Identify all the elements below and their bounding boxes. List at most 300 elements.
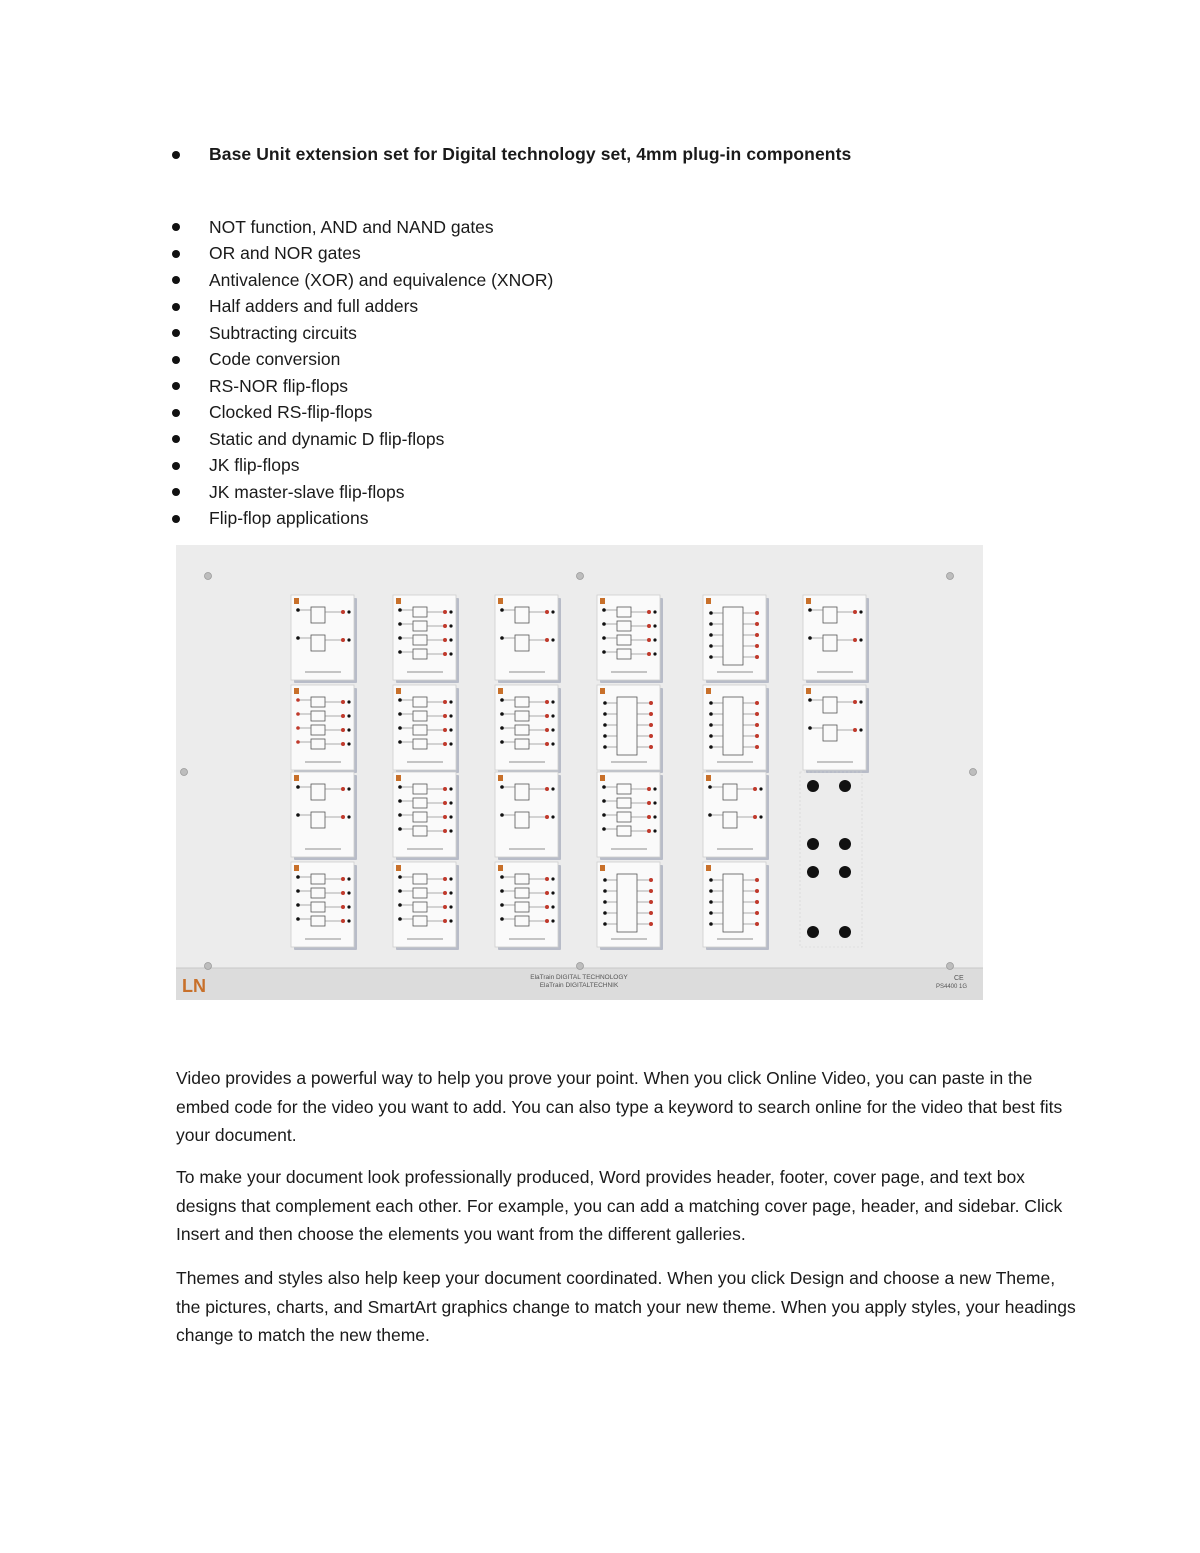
jack	[347, 714, 350, 717]
list-item	[172, 347, 553, 374]
screw-icon	[577, 963, 584, 970]
jack	[653, 652, 656, 655]
list-item	[172, 267, 553, 294]
jack	[347, 728, 350, 731]
jack	[551, 700, 554, 703]
module-label-strip	[717, 671, 753, 673]
screw-icon	[577, 573, 584, 580]
bullet-icon	[172, 409, 180, 417]
jack	[398, 917, 402, 921]
bullet-icon	[172, 515, 180, 523]
jack	[755, 745, 759, 749]
bullet-icon	[172, 329, 180, 337]
jack	[347, 891, 350, 894]
module-card	[393, 685, 459, 773]
bullet-icon	[172, 250, 180, 258]
jack	[545, 891, 549, 895]
module-face	[703, 862, 766, 947]
feature-list	[172, 214, 553, 532]
jack	[647, 829, 651, 833]
module-label-strip	[305, 671, 341, 673]
jack	[443, 742, 447, 746]
list-item	[172, 373, 553, 400]
module-card	[393, 862, 459, 950]
module-face	[393, 862, 456, 947]
jack	[443, 787, 447, 791]
jack	[753, 787, 757, 791]
screw-icon	[947, 573, 954, 580]
body-paragraph-themes: Themes and styles also help keep your document coordinated. When you click Design and choose a new Theme, the pictures, charts, and SmartArt graphics change to match your new theme. When you apply styles, your headings change to match the new theme.	[176, 1268, 1076, 1345]
model-number: PS4400 1G	[936, 984, 968, 990]
list-item	[172, 294, 553, 321]
jack	[347, 742, 350, 745]
jack	[443, 829, 447, 833]
jack	[859, 638, 862, 641]
jack	[545, 919, 549, 923]
jack	[398, 827, 402, 831]
jack	[398, 622, 402, 626]
jack	[449, 919, 452, 922]
module-face	[803, 685, 866, 770]
module-label-strip	[509, 761, 545, 763]
socket-hole	[839, 838, 851, 850]
jack	[649, 900, 653, 904]
jack	[443, 728, 447, 732]
jack	[443, 714, 447, 718]
jack	[647, 652, 651, 656]
module-logo-mark	[498, 598, 503, 604]
jack	[347, 638, 350, 641]
jack	[398, 726, 402, 730]
module-face	[597, 685, 660, 770]
module-card	[803, 595, 869, 683]
jack	[449, 801, 452, 804]
jack	[602, 827, 606, 831]
jack	[449, 815, 452, 818]
jack	[755, 712, 759, 716]
jack	[709, 655, 713, 659]
jack	[755, 900, 759, 904]
module-card	[703, 772, 769, 860]
jack	[449, 714, 452, 717]
jack	[545, 877, 549, 881]
digital-technology-board-photo	[176, 545, 983, 1000]
module-card	[393, 595, 459, 683]
jack	[649, 889, 653, 893]
jack	[859, 700, 862, 703]
jack	[296, 712, 300, 716]
jack	[755, 878, 759, 882]
module-label-strip	[407, 848, 443, 850]
jack	[500, 726, 504, 730]
bullet-icon	[172, 303, 180, 311]
jack	[398, 889, 402, 893]
jack	[708, 813, 712, 817]
jack	[653, 610, 656, 613]
jack	[859, 610, 862, 613]
jack	[649, 723, 653, 727]
jack	[603, 900, 607, 904]
jack	[808, 698, 812, 702]
footer-label-line1: ElaTrain DIGITAL TECHNOLOGY	[530, 974, 628, 981]
jack	[653, 815, 656, 818]
list-item-text: Subtracting circuits	[209, 322, 357, 343]
jack	[545, 610, 549, 614]
list-item-text: Flip-flop applications	[209, 508, 369, 529]
list-item	[172, 453, 553, 480]
module-face	[495, 862, 558, 947]
jack	[551, 891, 554, 894]
jack	[603, 734, 607, 738]
heading-bullet-item	[172, 144, 851, 165]
jack	[347, 905, 350, 908]
jack	[649, 922, 653, 926]
jack	[551, 714, 554, 717]
jack	[545, 728, 549, 732]
module-card	[703, 862, 769, 950]
module-face	[803, 595, 866, 680]
module-card	[495, 685, 561, 773]
module-face	[393, 772, 456, 857]
jack	[653, 787, 656, 790]
jack	[296, 636, 300, 640]
module-face	[495, 595, 558, 680]
jack	[603, 889, 607, 893]
jack	[603, 922, 607, 926]
list-item-text: Static and dynamic D flip-flops	[209, 428, 445, 449]
jack	[341, 905, 345, 909]
list-item	[172, 506, 553, 533]
jack	[443, 801, 447, 805]
jack	[398, 650, 402, 654]
module-card	[291, 595, 357, 683]
jack	[755, 889, 759, 893]
module-label-strip	[407, 761, 443, 763]
screw-icon	[947, 963, 954, 970]
module-card	[703, 685, 769, 773]
module-logo-mark	[600, 775, 605, 781]
jack	[709, 922, 713, 926]
jack	[443, 700, 447, 704]
board-logo: LN	[182, 976, 206, 996]
jack	[647, 638, 651, 642]
jack	[341, 919, 345, 923]
socket-hole	[839, 866, 851, 878]
bullet-icon	[172, 356, 180, 364]
jack	[398, 813, 402, 817]
jack	[449, 610, 452, 613]
module-face	[495, 685, 558, 770]
jack	[443, 815, 447, 819]
module-face	[597, 862, 660, 947]
screw-icon	[205, 573, 212, 580]
jack	[755, 655, 759, 659]
jack	[443, 891, 447, 895]
module-face	[291, 685, 354, 770]
jack	[545, 742, 549, 746]
jack	[653, 829, 656, 832]
module-logo-mark	[706, 688, 711, 694]
module-logo-mark	[600, 688, 605, 694]
jack	[808, 608, 812, 612]
product-heading: Base Unit extension set for Digital technology set, 4mm plug-in components	[209, 144, 852, 164]
jack	[449, 877, 452, 880]
module-card	[291, 772, 357, 860]
module-face	[703, 772, 766, 857]
jack	[709, 611, 713, 615]
list-item-text: JK flip-flops	[209, 455, 300, 476]
jack	[755, 911, 759, 915]
jack	[647, 610, 651, 614]
jack	[649, 701, 653, 705]
jack	[500, 875, 504, 879]
jack	[653, 638, 656, 641]
jack	[602, 799, 606, 803]
jack	[347, 877, 350, 880]
jack	[347, 919, 350, 922]
jack	[296, 785, 300, 789]
jack	[449, 829, 452, 832]
jack	[649, 712, 653, 716]
jack	[602, 813, 606, 817]
jack	[449, 638, 452, 641]
list-item-text: Antivalence (XOR) and equivalence (XNOR)	[209, 269, 554, 290]
jack	[853, 638, 857, 642]
jack	[500, 712, 504, 716]
jack	[341, 610, 345, 614]
jack	[647, 787, 651, 791]
body-paragraph-design: To make your document look professionally produced, Word provides header, footer, cover page, and text box designs that complement each other. For example, you can add a matching cover page, header, and sidebar. Click Insert and then choose the elements you want from the different galleries.	[176, 1167, 1063, 1244]
module-logo-mark	[600, 865, 605, 871]
jack	[649, 878, 653, 882]
list-item-text: RS-NOR flip-flops	[209, 375, 349, 396]
jack	[449, 787, 452, 790]
jack	[755, 644, 759, 648]
jack	[853, 700, 857, 704]
jack	[449, 891, 452, 894]
jack	[449, 905, 452, 908]
jack	[647, 801, 651, 805]
jack	[808, 636, 812, 640]
module-card	[597, 862, 663, 950]
jack	[649, 734, 653, 738]
module-label-strip	[817, 671, 853, 673]
jack	[602, 785, 606, 789]
module-face	[291, 772, 354, 857]
jack	[296, 608, 300, 612]
jack	[341, 714, 345, 718]
jack	[500, 903, 504, 907]
jack	[709, 622, 713, 626]
jack	[709, 900, 713, 904]
jack	[545, 787, 549, 791]
jack	[753, 815, 757, 819]
module-logo-mark	[294, 688, 299, 694]
jack	[500, 813, 504, 817]
jack	[500, 785, 504, 789]
module-logo-mark	[706, 865, 711, 871]
module-logo-mark	[806, 598, 811, 604]
jack	[500, 740, 504, 744]
screw-icon	[205, 963, 212, 970]
jack	[398, 740, 402, 744]
jack	[708, 785, 712, 789]
jack	[296, 698, 300, 702]
jack	[755, 633, 759, 637]
module-logo-mark	[396, 865, 401, 871]
jack	[602, 608, 606, 612]
jack	[347, 815, 350, 818]
jack	[602, 622, 606, 626]
module-logo-mark	[294, 865, 299, 871]
jack	[755, 723, 759, 727]
jack	[545, 638, 549, 642]
list-item-text: JK master-slave flip-flops	[209, 481, 405, 502]
jack	[551, 610, 554, 613]
ce-mark: CE	[954, 975, 964, 982]
module-label-strip	[611, 671, 647, 673]
module-label-strip	[407, 671, 443, 673]
module-logo-mark	[806, 688, 811, 694]
jack	[709, 644, 713, 648]
jack	[398, 799, 402, 803]
jack	[449, 700, 452, 703]
jack	[443, 652, 447, 656]
jack	[296, 726, 300, 730]
jack	[551, 919, 554, 922]
jack	[443, 610, 447, 614]
module-card	[495, 595, 561, 683]
jack	[341, 728, 345, 732]
jack	[500, 636, 504, 640]
jack	[398, 875, 402, 879]
jack	[755, 734, 759, 738]
list-item	[172, 400, 553, 427]
module-face	[703, 685, 766, 770]
jack	[296, 903, 300, 907]
jack	[649, 911, 653, 915]
jack	[296, 740, 300, 744]
jack	[853, 610, 857, 614]
module-label-strip	[305, 848, 341, 850]
jack	[709, 734, 713, 738]
list-item	[172, 479, 553, 506]
module-face	[291, 595, 354, 680]
jack	[398, 636, 402, 640]
jack	[347, 787, 350, 790]
module-logo-mark	[706, 775, 711, 781]
jack	[647, 624, 651, 628]
list-item	[172, 241, 553, 268]
jack	[443, 638, 447, 642]
jack	[709, 633, 713, 637]
jack	[551, 905, 554, 908]
jack	[341, 815, 345, 819]
module-logo-mark	[498, 775, 503, 781]
jack	[653, 801, 656, 804]
module-card	[597, 685, 663, 773]
jack	[755, 622, 759, 626]
jack	[603, 745, 607, 749]
jack	[759, 815, 762, 818]
module-card	[393, 772, 459, 860]
module-label-strip	[407, 938, 443, 940]
module-label-strip	[717, 848, 753, 850]
jack	[647, 815, 651, 819]
jack	[709, 701, 713, 705]
module-logo-mark	[396, 775, 401, 781]
module-label-strip	[817, 761, 853, 763]
jack	[341, 891, 345, 895]
module-logo-mark	[294, 775, 299, 781]
module-label-strip	[611, 848, 647, 850]
body-paragraph-video: Video provides a powerful way to help you prove your point. When you click Online Video, you can paste in the embed code for the video you want to add. You can also type a keyword to search online for the video that best fits your document.	[176, 1068, 1063, 1145]
jack	[296, 889, 300, 893]
jack	[709, 878, 713, 882]
jack	[449, 742, 452, 745]
jack	[603, 911, 607, 915]
module-logo-mark	[600, 598, 605, 604]
jack	[341, 877, 345, 881]
socket-hole	[807, 780, 819, 792]
jack	[603, 701, 607, 705]
screw-icon	[970, 769, 977, 776]
list-item-text: Code conversion	[209, 349, 341, 370]
jack	[341, 638, 345, 642]
jack	[859, 728, 862, 731]
jack	[709, 723, 713, 727]
module-label-strip	[509, 848, 545, 850]
jack	[398, 785, 402, 789]
module-label-strip	[305, 938, 341, 940]
jack	[500, 698, 504, 702]
list-item-text: OR and NOR gates	[209, 243, 361, 264]
module-label-strip	[717, 761, 753, 763]
jack	[341, 700, 345, 704]
module-label-strip	[509, 938, 545, 940]
jack	[551, 638, 554, 641]
jack	[443, 919, 447, 923]
jack	[755, 701, 759, 705]
jack	[602, 650, 606, 654]
module-logo-mark	[706, 598, 711, 604]
footer-label-line2: ElaTrain DIGITALTECHNIK	[539, 982, 619, 989]
bullet-icon	[172, 488, 180, 496]
bullet-icon	[172, 276, 180, 284]
list-item-text: Clocked RS-flip-flops	[209, 402, 373, 423]
jack	[398, 608, 402, 612]
module-label-strip	[611, 938, 647, 940]
jack	[347, 700, 350, 703]
module-card	[291, 862, 357, 950]
module-logo-mark	[396, 598, 401, 604]
bullet-icon	[172, 382, 180, 390]
module-logo-mark	[498, 688, 503, 694]
jack	[500, 917, 504, 921]
module-face	[393, 685, 456, 770]
jack	[808, 726, 812, 730]
jack	[296, 813, 300, 817]
module-card	[597, 595, 663, 683]
jack	[296, 875, 300, 879]
module-label-strip	[717, 938, 753, 940]
module-card	[597, 772, 663, 860]
module-card	[495, 862, 561, 950]
jack	[449, 652, 452, 655]
module-face	[597, 772, 660, 857]
jack	[296, 917, 300, 921]
module-card	[291, 685, 357, 773]
